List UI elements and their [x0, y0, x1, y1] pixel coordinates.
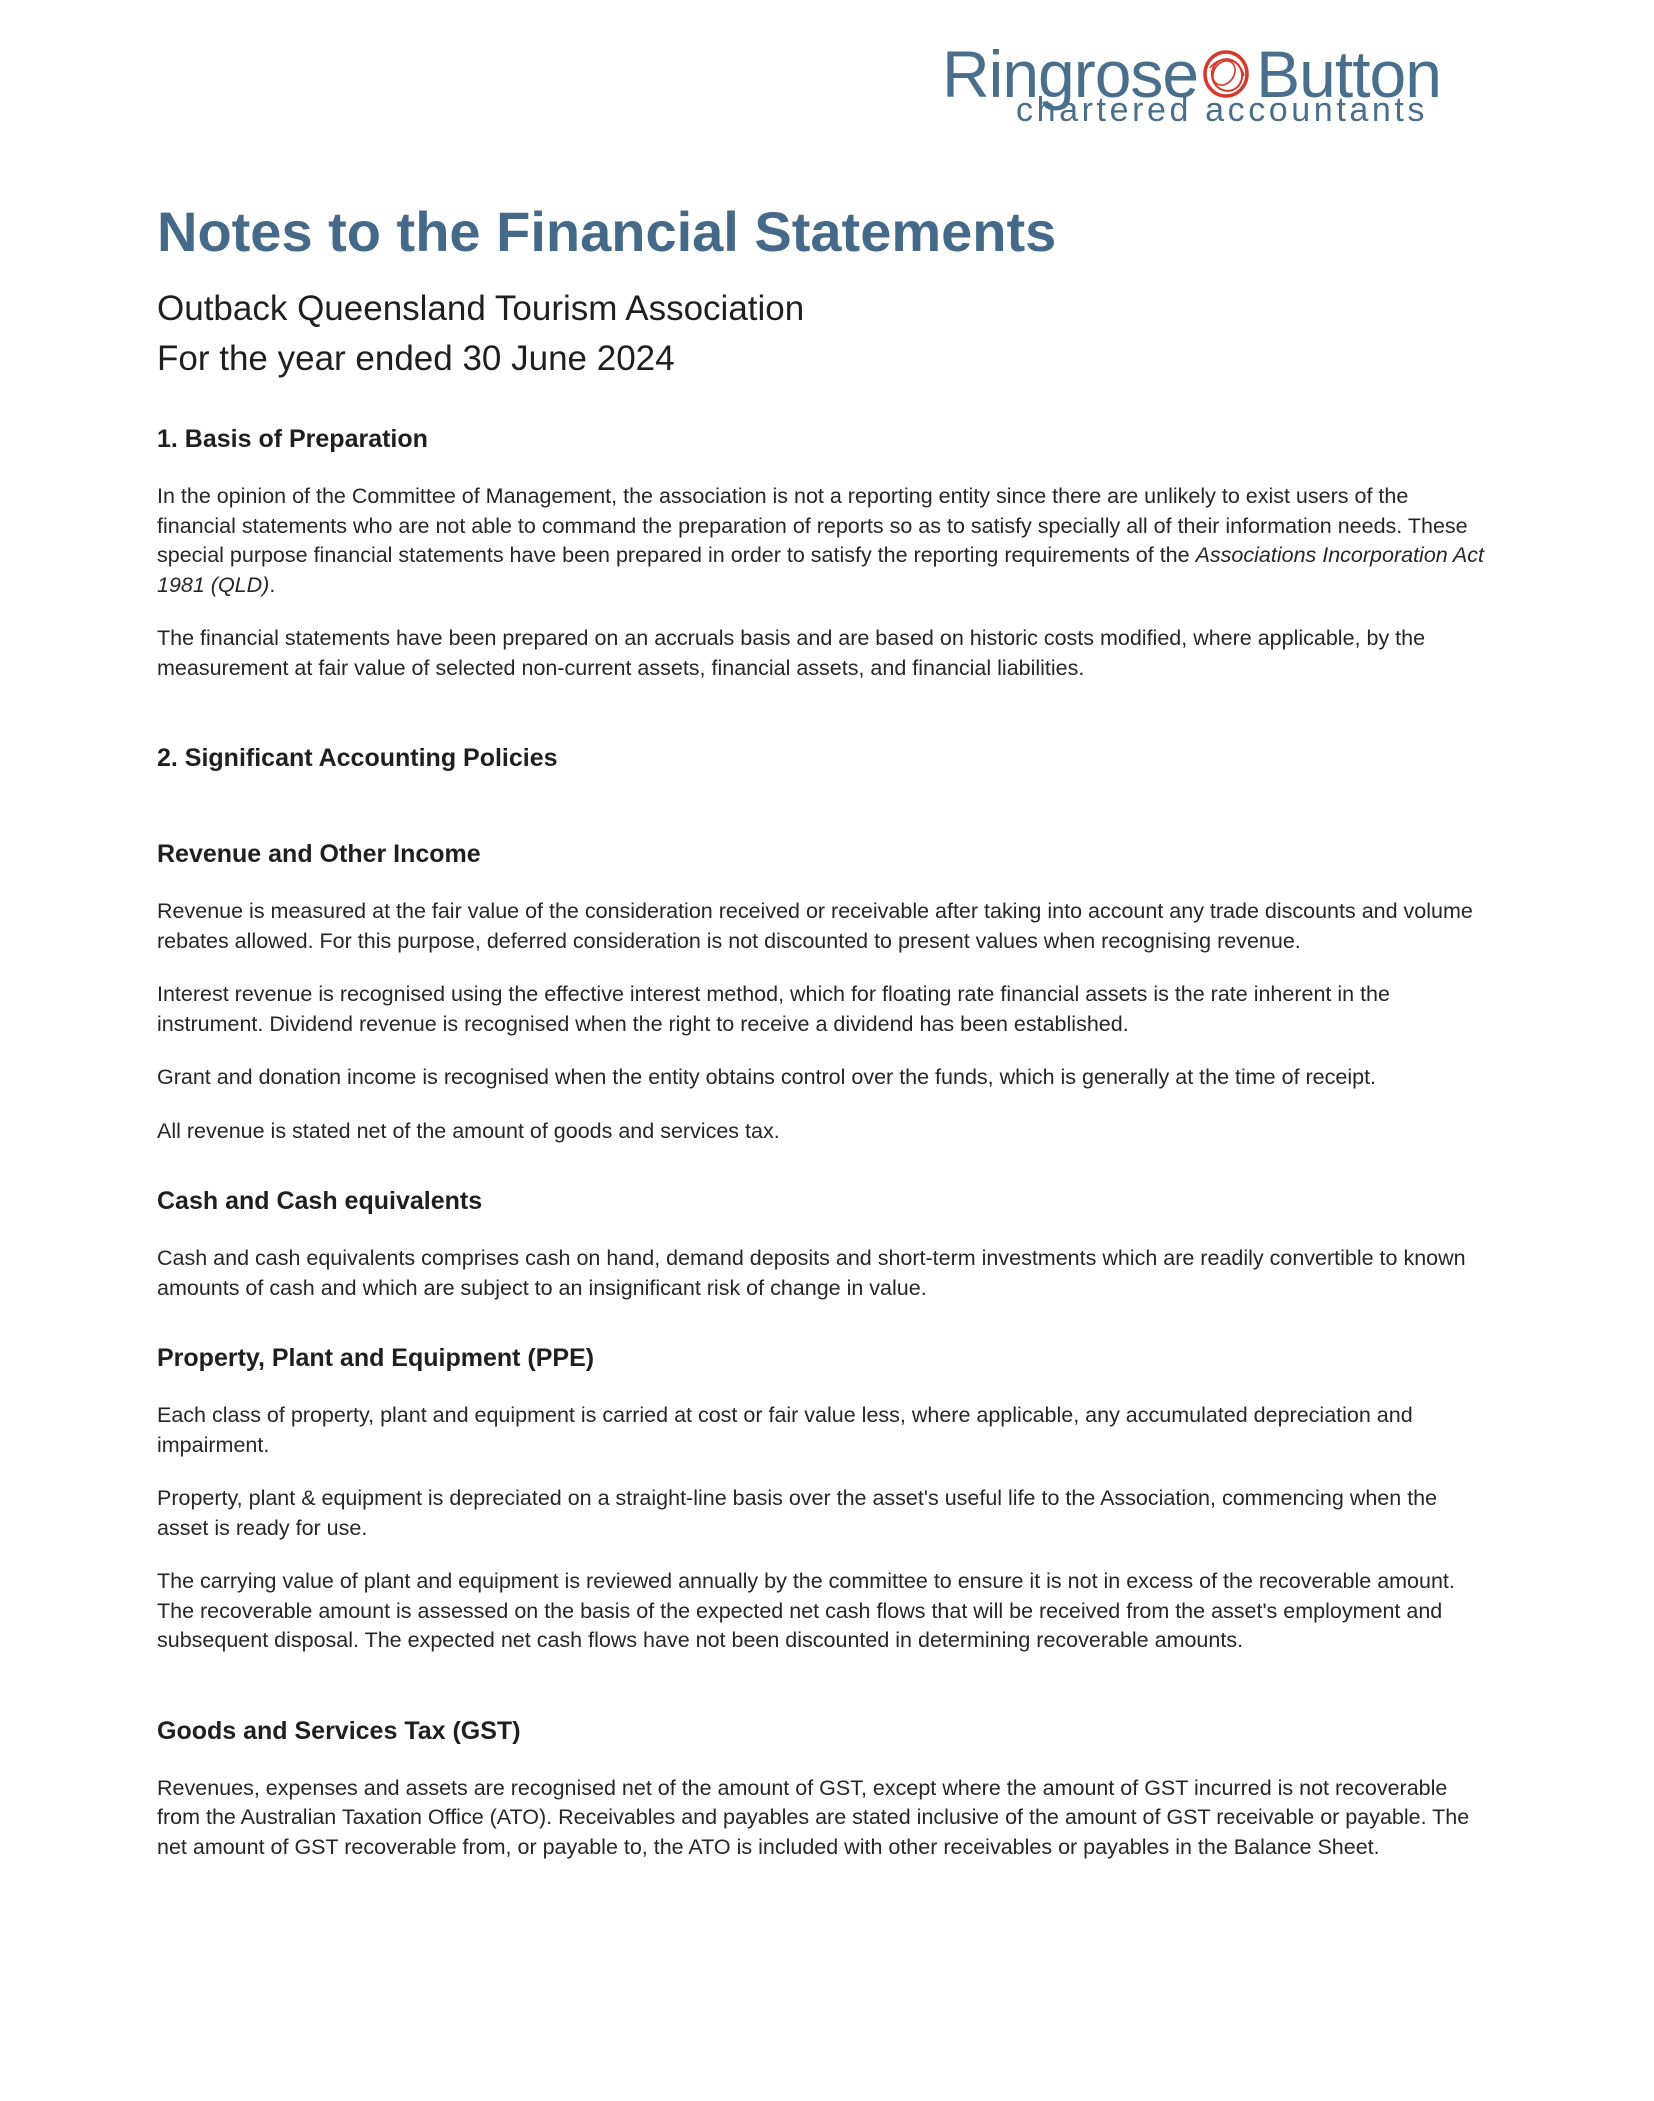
- basis-p1-text: In the opinion of the Committee of Management, the association is not a reporting entity since there are unlikely to exist users of the financial statements who are not able to command the preparation of reports so as to satisfy specially all of their information needs. These special purpose financial statements have been prepared in order to satisfy the reporting requirements of the: [157, 484, 1468, 567]
- section-heading-basis: 1. Basis of Preparation: [157, 425, 428, 453]
- cash-paragraph-1: Cash and cash equivalents comprises cash on hand, demand deposits and short-term investments which are readily convertible to known amounts of cash and which are subject to an insignificant risk of change in value.: [157, 1246, 1466, 1300]
- revenue-paragraph-4: All revenue is stated net of the amount of goods and services tax.: [157, 1118, 780, 1143]
- logo-name-right: Button: [1256, 37, 1441, 111]
- basis-p1-end: .: [269, 572, 276, 597]
- revenue-paragraph-3: Grant and donation income is recognised when the entity obtains control over the funds, which is generally at the time of receipt.: [157, 1065, 1377, 1089]
- page-title: Notes to the Financial Statements: [157, 200, 1057, 263]
- reporting-period: For the year ended 30 June 2024: [157, 339, 675, 378]
- ppe-paragraph-1: Each class of property, plant and equipment is carried at cost or fair value less, where applicable, any accumulated depreciation and impairment.: [157, 1403, 1413, 1457]
- revenue-paragraph-1: Revenue is measured at the fair value of the consideration received or receivable after taking into account any trade discounts and volume rebates allowed. For this purpose, deferred consideration is not discounted to present values when recognising revenue.: [157, 899, 1473, 953]
- logo-tagline: chartered accountants: [1016, 91, 1429, 129]
- subheading-revenue: Revenue and Other Income: [157, 840, 481, 868]
- company-logo: [940, 34, 1480, 134]
- notes-content: [157, 422, 1487, 1862]
- gst-paragraph-1: Revenues, expenses and assets are recognised net of the amount of GST, except where the amount of GST incurred is not recoverable from the Australian Taxation Office (ATO). Receivables and payables are stated inclusive of the amount of GST receivable or payable. The net amount of GST recoverable from, or payable to, the ATO is included with other receivables or payables in the Balance Sheet.: [157, 1775, 1470, 1859]
- organisation-name: Outback Queensland Tourism Association: [157, 289, 805, 328]
- subheading-ppe: Property, Plant and Equipment (PPE): [157, 1344, 595, 1372]
- ppe-paragraph-2: Property, plant & equipment is depreciated on a straight-line basis over the asset's useful life to the Association, commencing when the asset is ready for use.: [157, 1486, 1438, 1540]
- subheading-gst: Goods and Services Tax (GST): [157, 1716, 521, 1745]
- act-reference: Associations Incorporation Act 1981 (QLD): [157, 543, 1484, 597]
- revenue-paragraph-2: Interest revenue is recognised using the effective interest method, which for floating rate financial assets is the rate inherent in the instrument. Dividend revenue is recognised when the right to receive a dividend has been established.: [157, 982, 1390, 1036]
- basis-paragraph-1: [157, 482, 1487, 600]
- basis-paragraph-2: The financial statements have been prepared on an accruals basis and are based on historic costs modified, where applicable, by the measurement at fair value of selected non-current assets, financial assets, and financial liabilities.: [157, 626, 1426, 680]
- ppe-paragraph-3: The carrying value of plant and equipment is reviewed annually by the committee to ensure it is not in excess of the recoverable amount. The recoverable amount is assessed on the basis of the expected net cash flows that will be received from the asset's employment and subsequent disposal. The expected net cash flows have not been discounted in determining recoverable amounts.: [157, 1569, 1455, 1652]
- subheading-cash: Cash and Cash equivalents: [157, 1187, 483, 1215]
- logo-name-left: Ringrose: [942, 37, 1199, 111]
- section-heading-policies: 2. Significant Accounting Policies: [157, 744, 558, 772]
